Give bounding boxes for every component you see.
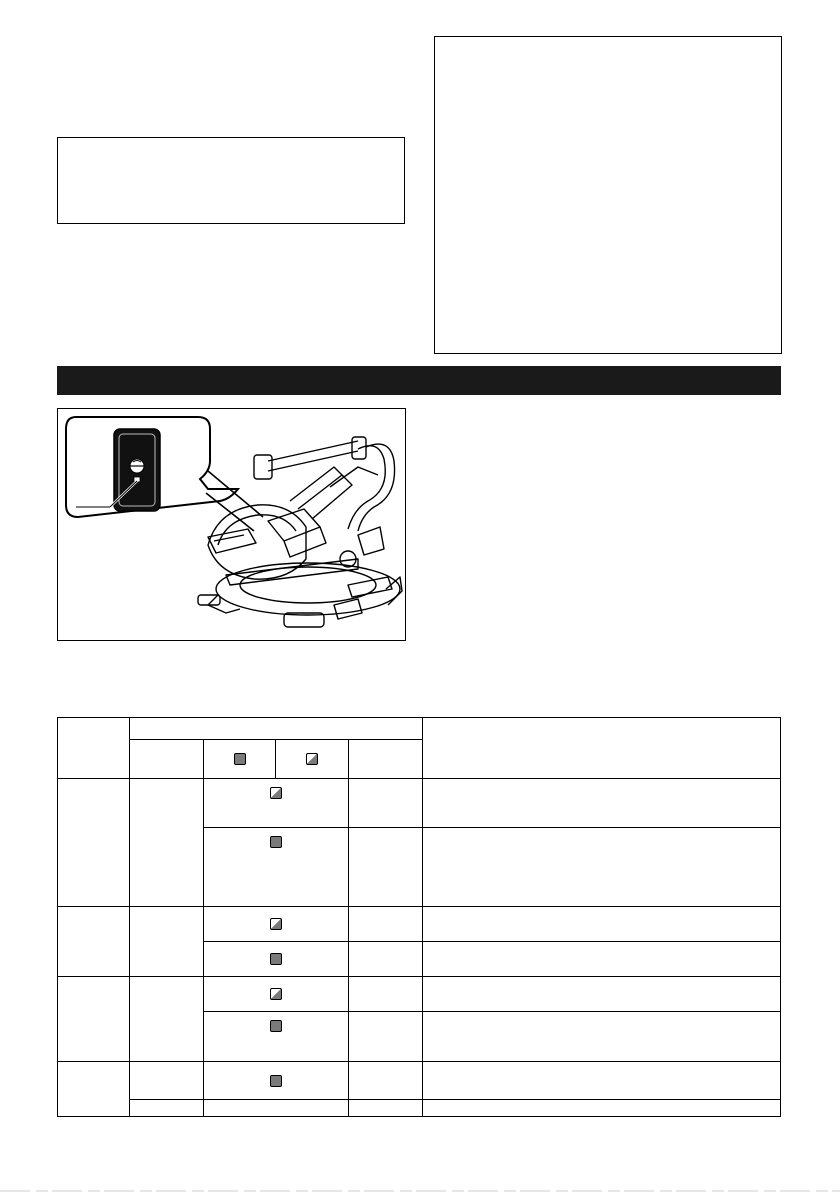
table-cell [349, 1100, 423, 1117]
page-bottom-edge [0, 1186, 840, 1192]
table-cell [423, 1062, 781, 1100]
indicator-lit-icon [270, 1020, 282, 1032]
table-cell [204, 907, 349, 942]
indicator-blinking-icon [270, 988, 282, 1000]
table-cell [349, 1012, 423, 1062]
indicator-lit-icon [270, 1075, 282, 1087]
table-cell [423, 1012, 781, 1062]
table-cell [130, 1062, 204, 1100]
miter-saw-indicator-figure [58, 409, 404, 639]
table-cell [58, 1062, 130, 1117]
indicator-lit-icon [270, 836, 282, 848]
table-row [58, 1062, 781, 1100]
table-cell [423, 1100, 781, 1117]
caution-box-right [434, 36, 782, 354]
indicator-blinking-icon [270, 918, 282, 930]
table-cell [58, 977, 130, 1062]
table-cell [130, 779, 204, 907]
table-row [58, 779, 781, 828]
indicator-status-table [57, 717, 781, 1117]
header-cell [423, 718, 781, 779]
table-cell [204, 942, 349, 977]
table-cell [58, 907, 130, 977]
table-cell [204, 828, 349, 907]
table-cell [204, 779, 349, 828]
table-header-row [58, 718, 781, 740]
table-cell [349, 828, 423, 907]
table-cell [423, 942, 781, 977]
header-cell [130, 718, 423, 740]
table-cell [349, 907, 423, 942]
table-cell [349, 977, 423, 1012]
note-box-left [57, 137, 405, 224]
table-cell [423, 907, 781, 942]
table-cell [423, 828, 781, 907]
table-cell [423, 779, 781, 828]
table-row [58, 1100, 781, 1117]
miter-saw-drawing [198, 437, 402, 627]
indicator-lit-icon [270, 953, 282, 965]
indicator-blinking-icon [306, 753, 318, 765]
legend-cell [349, 740, 423, 779]
table-cell [130, 977, 204, 1062]
header-cell [58, 718, 130, 779]
section-heading [57, 372, 65, 388]
indicator-blinking-icon [270, 787, 282, 799]
table-cell [349, 1062, 423, 1100]
table-cell [423, 977, 781, 1012]
table-cell [204, 977, 349, 1012]
table-row [58, 977, 781, 1012]
table-cell [204, 1012, 349, 1062]
table-cell [204, 1100, 349, 1117]
table-cell [204, 1062, 349, 1100]
table-row [58, 907, 781, 942]
indicator-lit-icon [234, 753, 246, 765]
table-cell [349, 779, 423, 828]
table-cell [58, 779, 130, 907]
table-cell [130, 1100, 204, 1117]
table-cell [349, 942, 423, 977]
figure-frame [57, 408, 406, 641]
legend-cell [130, 740, 204, 779]
table-cell [130, 907, 204, 977]
legend-cell [276, 740, 349, 779]
section-heading-bar [57, 366, 781, 395]
legend-cell [204, 740, 276, 779]
